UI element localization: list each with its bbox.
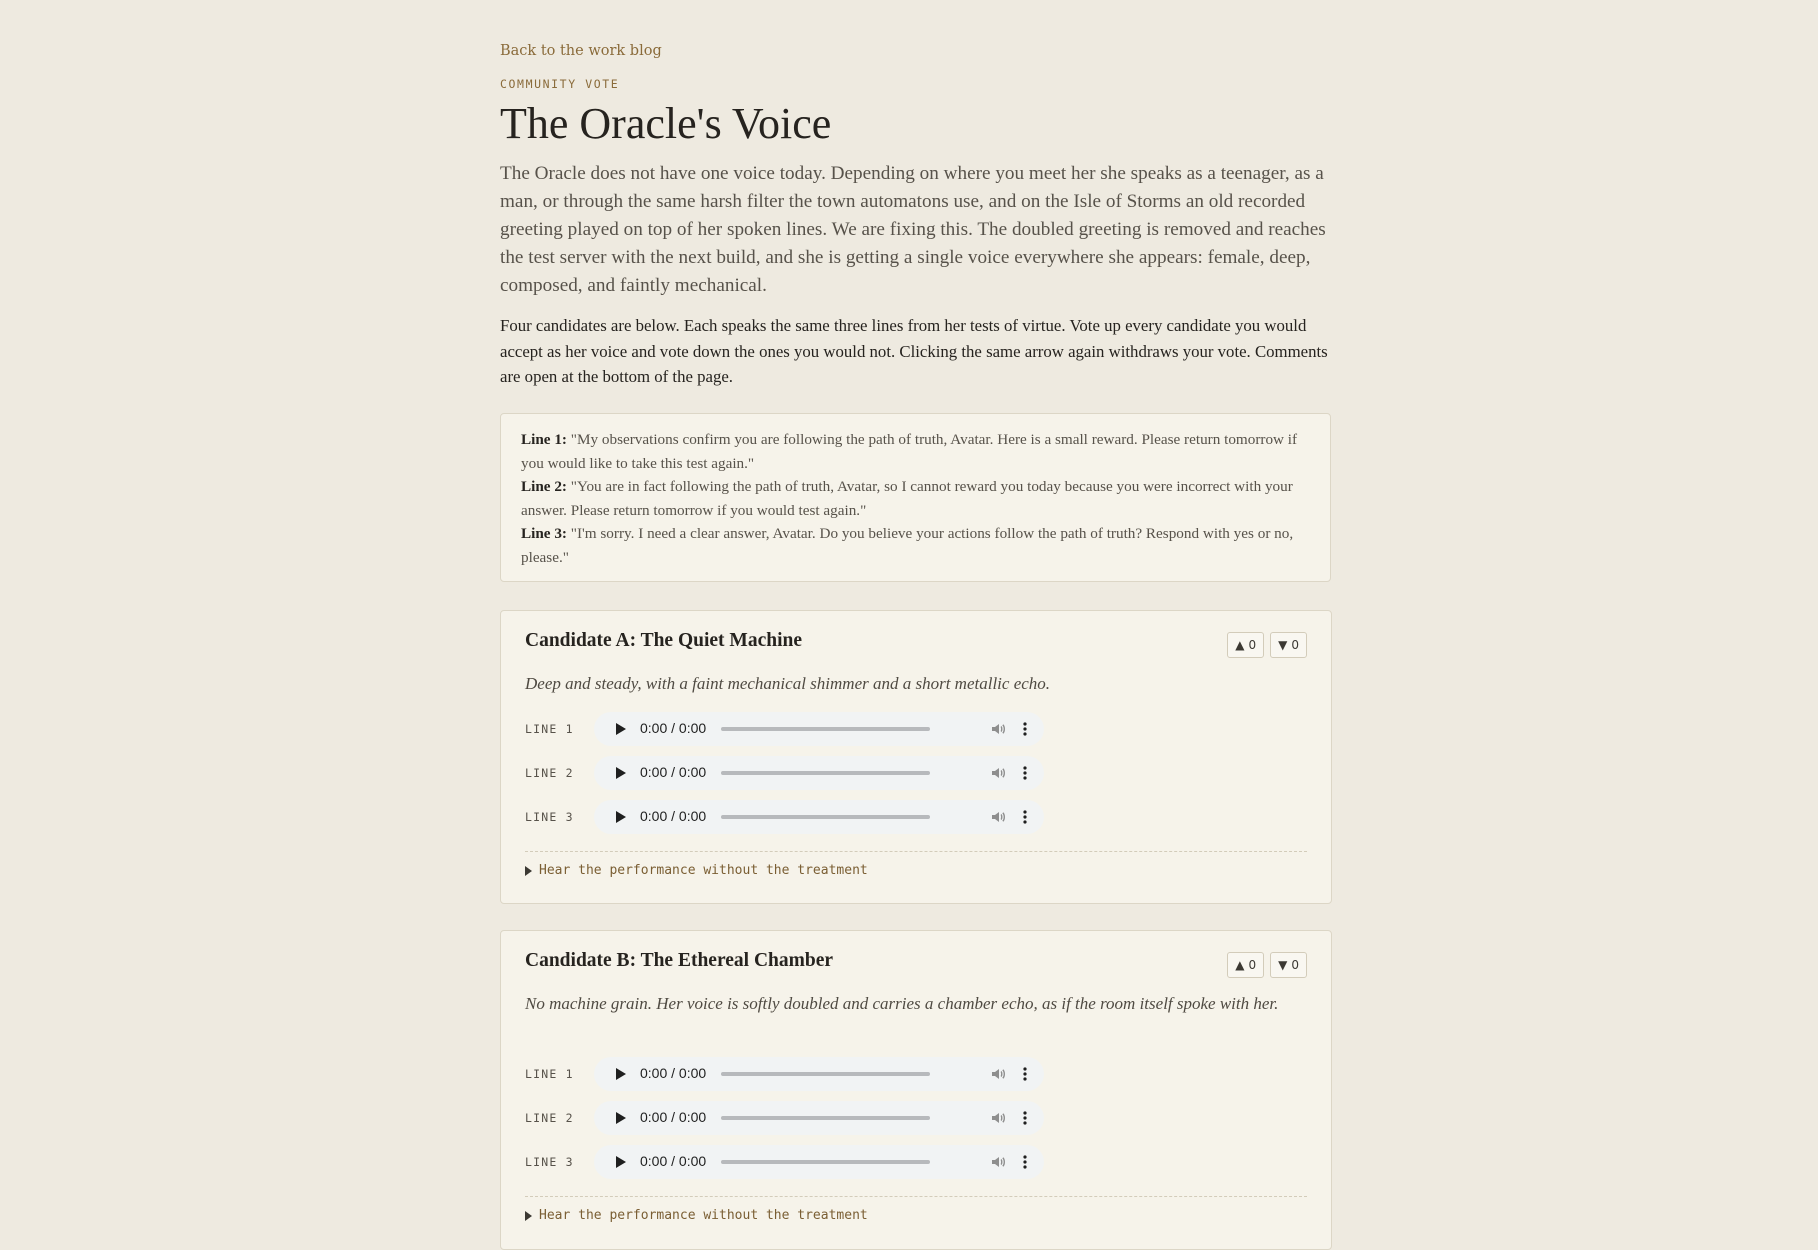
audio-time: 0:00 / 0:00 — [640, 764, 707, 780]
audio-line-label: LINE 2 — [525, 766, 574, 780]
audio-line-label: LINE 1 — [525, 722, 574, 736]
untreated-performance-toggle[interactable] — [525, 1208, 868, 1223]
audio-player[interactable] — [594, 756, 1044, 790]
audio-progress-bar[interactable] — [721, 1116, 930, 1120]
downvote-count: 0 — [1291, 958, 1299, 972]
audio-player[interactable] — [594, 1101, 1044, 1135]
script-line-text: "You are in fact following the path of truth, Avatar, so I cannot reward you today because you were incorrect with your answer. Please return tomorrow if you would test again." — [521, 478, 1293, 519]
back-to-blog-link[interactable]: Back to the work blog — [500, 43, 662, 59]
script-lines-box — [500, 413, 1331, 582]
audio-progress-bar[interactable] — [721, 727, 930, 731]
vote-controls — [1227, 952, 1307, 978]
audio-row-line-2 — [525, 1101, 1044, 1135]
card-divider — [525, 851, 1307, 852]
audio-player[interactable] — [594, 712, 1044, 746]
candidate-card-a — [500, 610, 1332, 904]
candidate-card-b — [500, 930, 1332, 1250]
audio-time: 0:00 / 0:00 — [640, 1065, 707, 1081]
audio-row-line-3 — [525, 800, 1044, 834]
volume-icon[interactable] — [990, 809, 1006, 825]
script-line — [521, 522, 1310, 569]
play-icon[interactable] — [616, 723, 626, 735]
volume-icon[interactable] — [990, 765, 1006, 781]
audio-line-label: LINE 2 — [525, 1111, 574, 1125]
downvote-count: 0 — [1291, 638, 1299, 652]
audio-player[interactable] — [594, 1057, 1044, 1091]
page-title: The Oracle's Voice — [500, 99, 832, 148]
candidate-title: Candidate B: The Ethereal Chamber — [525, 950, 834, 971]
audio-time: 0:00 / 0:00 — [640, 1153, 707, 1169]
downvote-button[interactable] — [1270, 952, 1307, 978]
play-icon[interactable] — [616, 811, 626, 823]
audio-time: 0:00 / 0:00 — [640, 1109, 707, 1125]
audio-time: 0:00 / 0:00 — [640, 808, 707, 824]
audio-player[interactable] — [594, 800, 1044, 834]
upvote-button[interactable] — [1227, 632, 1264, 658]
downvote-arrow-icon: ▼ — [1278, 958, 1288, 972]
more-vert-icon[interactable] — [1022, 765, 1028, 781]
audio-row-line-1 — [525, 1057, 1044, 1091]
upvote-arrow-icon: ▲ — [1235, 638, 1245, 652]
play-icon[interactable] — [616, 767, 626, 779]
candidate-description: Deep and steady, with a faint mechanical shimmer and a short metallic echo. — [525, 674, 1051, 693]
volume-icon[interactable] — [990, 721, 1006, 737]
untreated-performance-toggle[interactable] — [525, 863, 868, 878]
audio-time: 0:00 / 0:00 — [640, 720, 707, 736]
script-line-label: Line 1: — [521, 431, 567, 448]
more-vert-icon[interactable] — [1022, 1154, 1028, 1170]
audio-progress-bar[interactable] — [721, 815, 930, 819]
play-icon[interactable] — [616, 1156, 626, 1168]
script-line-label: Line 3: — [521, 525, 567, 542]
candidate-description: No machine grain. Her voice is softly doubled and carries a chamber echo, as if the room itself spoke with her. — [525, 994, 1279, 1013]
audio-player[interactable] — [594, 1145, 1044, 1179]
script-line-label: Line 2: — [521, 478, 567, 495]
upvote-count: 0 — [1248, 638, 1257, 652]
upvote-count: 0 — [1248, 958, 1257, 972]
audio-line-label: LINE 3 — [525, 810, 574, 824]
eyebrow-label: COMMUNITY VOTE — [500, 77, 620, 91]
play-icon[interactable] — [616, 1112, 626, 1124]
audio-progress-bar[interactable] — [721, 1072, 930, 1076]
card-divider — [525, 1196, 1307, 1197]
script-line — [521, 428, 1310, 475]
script-line — [521, 475, 1310, 522]
instructions-paragraph: Four candidates are below. Each speaks the same three lines from her tests of virtue. Vote up every candidate you would accept as her voice and vote down the ones you would not. Clicking the same arrow again withdraws your vote. Comments are open at the bottom of the page. — [500, 316, 1328, 386]
more-vert-icon[interactable] — [1022, 809, 1028, 825]
volume-icon[interactable] — [990, 1110, 1006, 1126]
script-line-text: "I'm sorry. I need a clear answer, Avatar. Do you believe your actions follow the path of truth? Respond with yes or no, please." — [521, 525, 1294, 566]
volume-icon[interactable] — [990, 1154, 1006, 1170]
upvote-arrow-icon: ▲ — [1235, 958, 1245, 972]
script-line-text: "My observations confirm you are following the path of truth, Avatar. Here is a small reward. Please return tomorrow if you would like to take this test again." — [521, 431, 1298, 472]
vote-controls — [1227, 632, 1307, 658]
audio-line-label: LINE 3 — [525, 1155, 574, 1169]
audio-line-label: LINE 1 — [525, 1067, 574, 1081]
audio-row-line-2 — [525, 756, 1044, 790]
disclosure-triangle-icon — [525, 866, 532, 876]
play-icon[interactable] — [616, 1068, 626, 1080]
more-vert-icon[interactable] — [1022, 1110, 1028, 1126]
upvote-button[interactable] — [1227, 952, 1264, 978]
downvote-arrow-icon: ▼ — [1278, 638, 1288, 652]
more-vert-icon[interactable] — [1022, 721, 1028, 737]
audio-progress-bar[interactable] — [721, 771, 930, 775]
untreated-performance-label: Hear the performance without the treatment — [539, 1208, 868, 1223]
intro-paragraph: The Oracle does not have one voice today. Depending on where you meet her she speaks as a teenager, as a man, or through the same harsh filter the town automatons use, and on the Isle of Storms an old recorded greeting played on top of her spoken lines. We are fixing this. The doubled greeting is removed and reaches the test server with the next build, and she is getting a single voice everywhere she appears: female, deep, composed, and faintly mechanical. — [500, 163, 1326, 296]
audio-progress-bar[interactable] — [721, 1160, 930, 1164]
more-vert-icon[interactable] — [1022, 1066, 1028, 1082]
disclosure-triangle-icon — [525, 1211, 532, 1221]
downvote-button[interactable] — [1270, 632, 1307, 658]
volume-icon[interactable] — [990, 1066, 1006, 1082]
candidate-title: Candidate A: The Quiet Machine — [525, 630, 802, 651]
audio-row-line-1 — [525, 712, 1044, 746]
audio-row-line-3 — [525, 1145, 1044, 1179]
untreated-performance-label: Hear the performance without the treatment — [539, 863, 868, 878]
